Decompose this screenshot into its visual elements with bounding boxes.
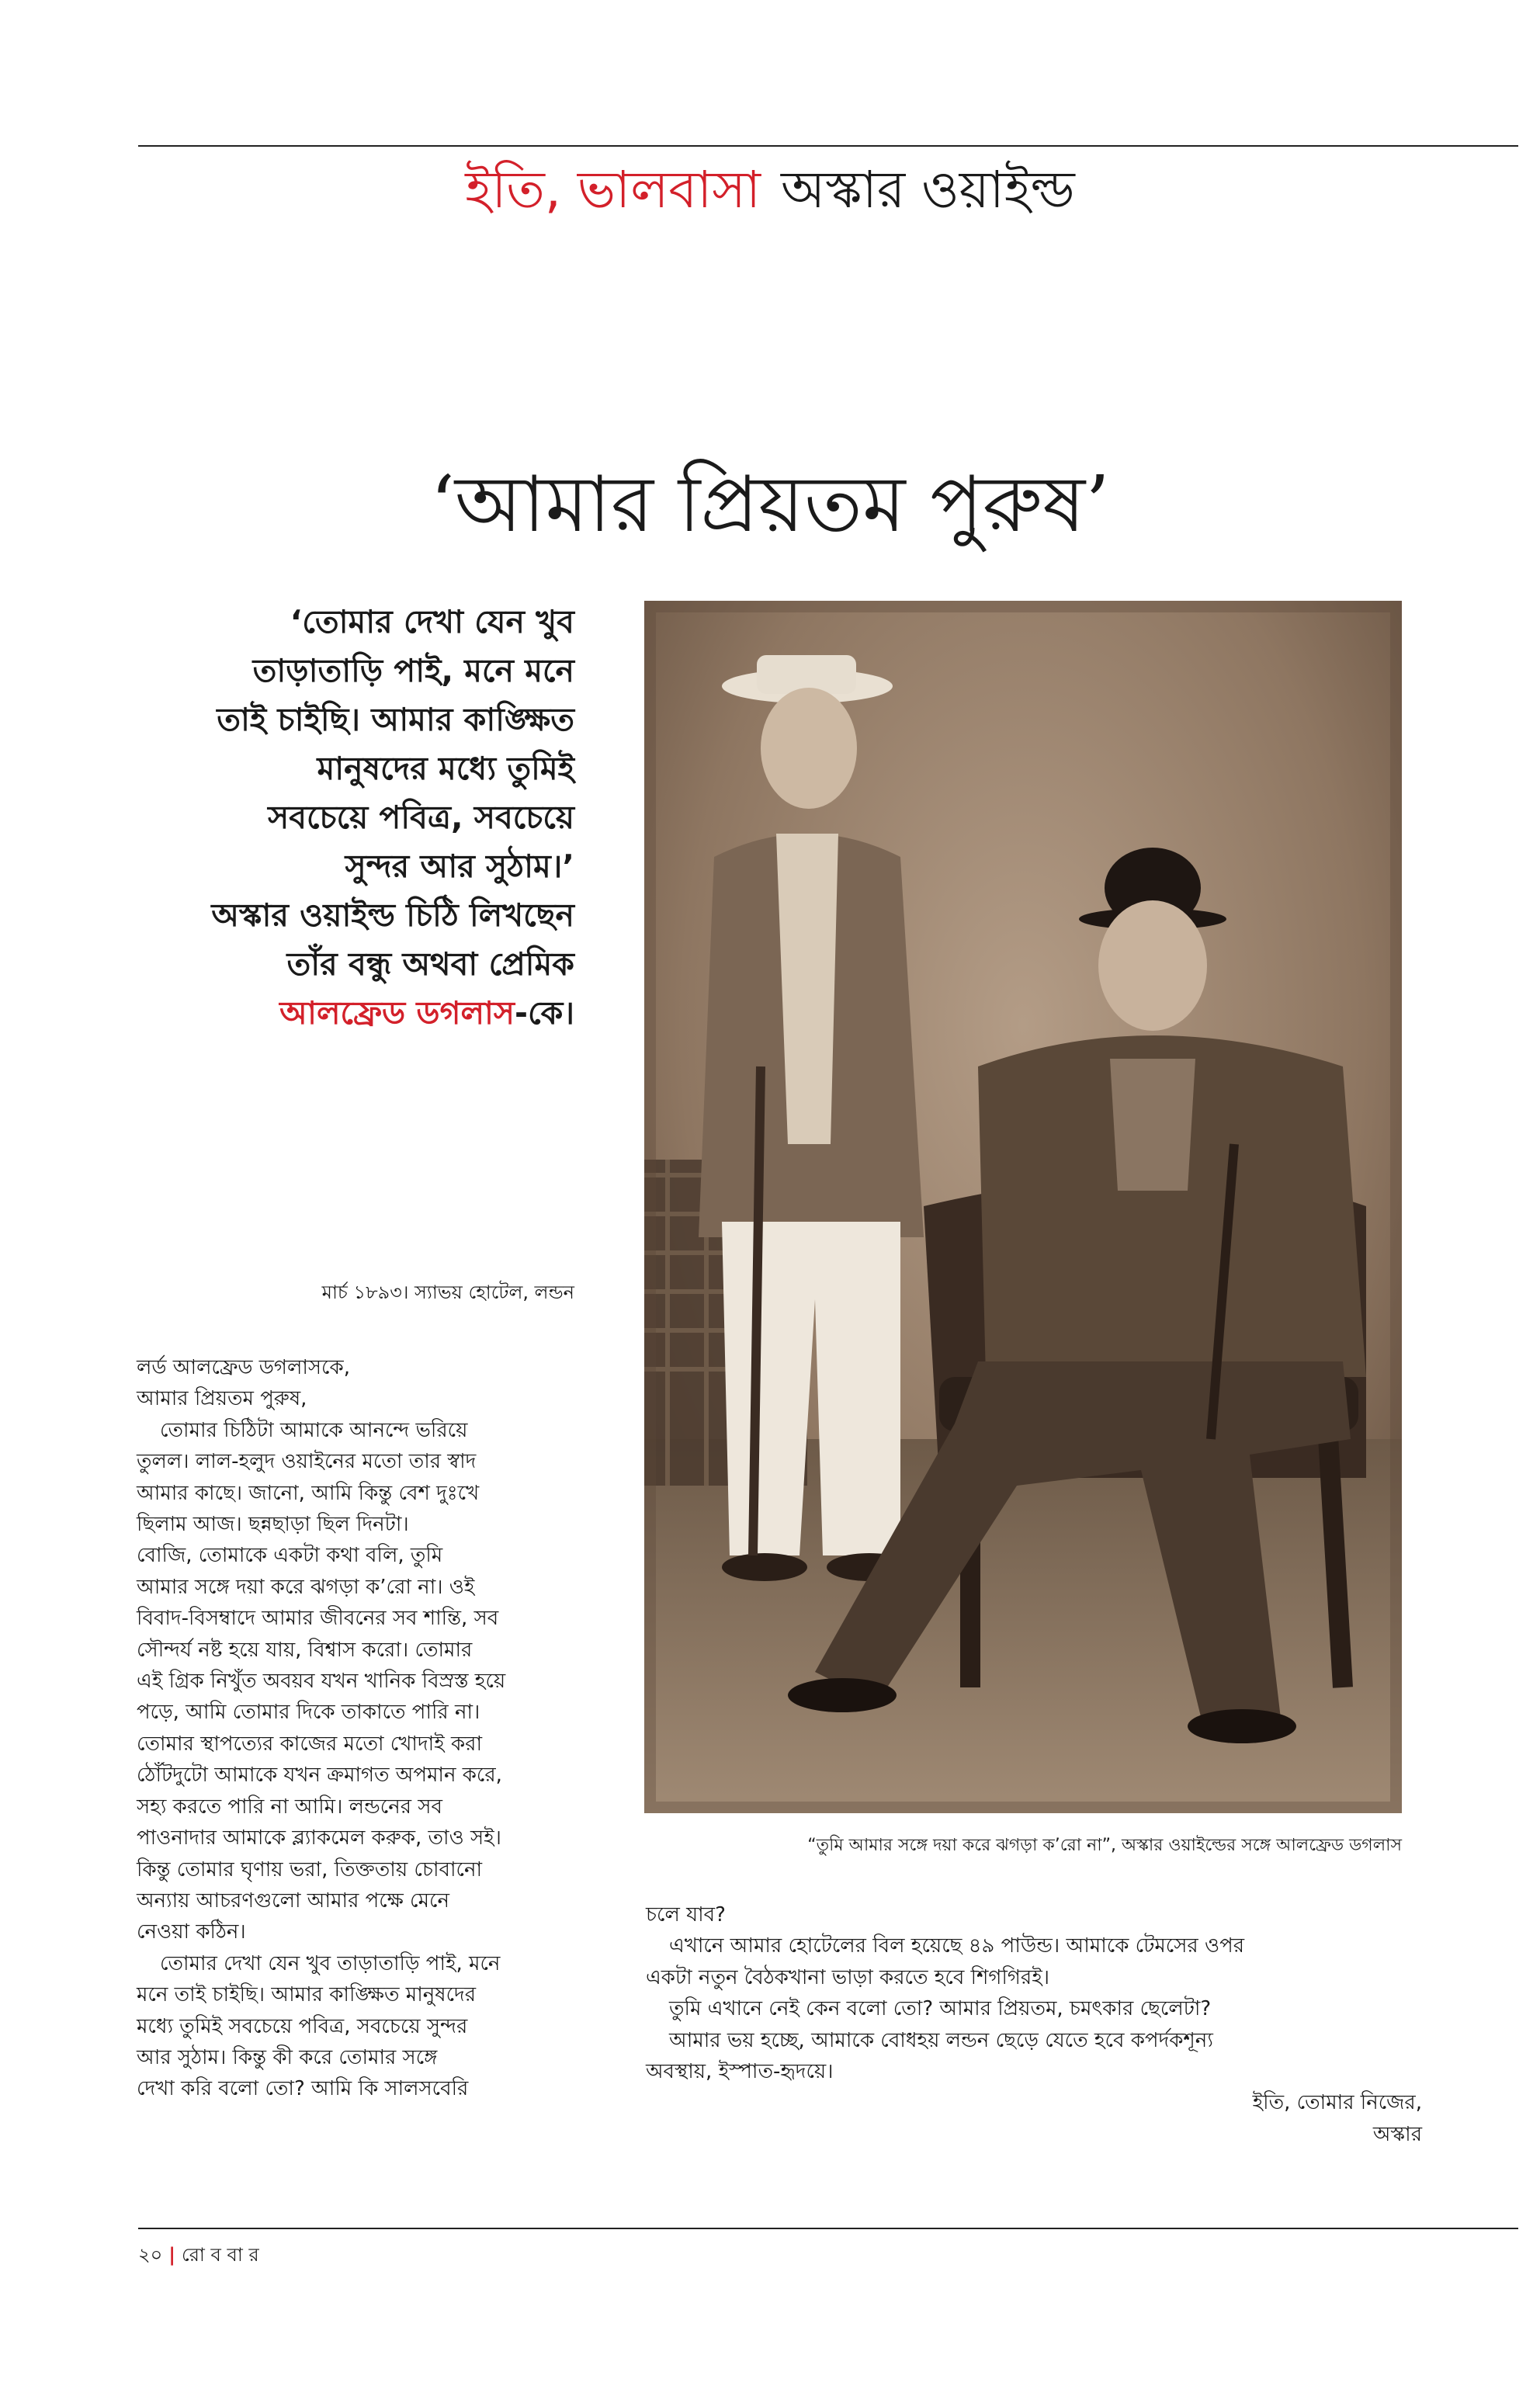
letter-line: আমার ভয় হচ্ছে, আমাকে বোধহয় লন্ডন ছেড়ে যেতে হবে কপর্দকশূন্য xyxy=(669,2028,1213,2052)
letter-signature: অস্কার xyxy=(1372,2122,1422,2146)
photo-caption: “তুমি আমার সঙ্গে দয়া করে ঝগড়া ক’রো না”, অস্কার ওয়াইল্ডের সঙ্গে আলফ্রেড ডগলাস xyxy=(807,1836,1402,1855)
historical-photograph xyxy=(644,601,1402,1813)
letter-line: এখানে আমার হোটেলের বিল হয়েছে ৪৯ পাউন্ড। আমাকে টেমসের ওপর xyxy=(669,1934,1245,1958)
letter-line: অবস্থায়, ইস্পাত-হৃদয়ে। xyxy=(646,2060,834,2084)
footer-divider: | xyxy=(168,2244,175,2266)
pull-quote xyxy=(109,598,574,1038)
series-header xyxy=(0,159,1540,221)
letter-line: সহ্য করতে পারি না আমি। লন্ডনের সব xyxy=(137,1795,442,1819)
magazine-name: রো ব বা র xyxy=(181,2244,259,2266)
letter-line: ছিলাম আজ। ছন্নছাড়া ছিল দিনটা। xyxy=(137,1513,409,1537)
letter-line: দেখা করি বলো তো? আমি কি সালসবেরি xyxy=(137,2077,469,2101)
letter-line: এই গ্রিক নিখুঁত অবয়ব যখন খানিক বিস্রস্ত হয়ে xyxy=(137,1670,506,1694)
letter-signoff: ইতি, তোমার নিজের, xyxy=(1252,2091,1422,2115)
series-label: ইতি, ভালবাসা xyxy=(465,160,761,220)
page-title: ‘আমার প্রিয়তম পুরুষ’ xyxy=(430,459,1110,550)
letter-line: আর সুঠাম। কিন্তু কী করে তোমার সঙ্গে xyxy=(137,2045,438,2069)
letter-line: তোমার দেখা যেন খুব তাড়াতাড়ি পাই, মনে xyxy=(160,1951,501,1975)
letter-line: বোজি, তোমাকে একটা কথা বলি, তুমি xyxy=(137,1544,443,1568)
letter-line: বিবাদ-বিসম্বাদে আমার জীবনের সব শান্তি, সব xyxy=(137,1607,499,1631)
letter-body-left xyxy=(137,1352,579,2105)
letter-body-right xyxy=(646,1899,1422,2150)
letter-line: সৌন্দর্য নষ্ট হয়ে যায়, বিশ্বাস করো। তোমার xyxy=(137,1638,473,1662)
page-number: ২০ xyxy=(138,2244,163,2266)
letter-line: আমার প্রিয়তম পুরুষ, xyxy=(137,1387,307,1411)
pull-quote-line: তাই চাইছি। আমার কাঙ্ক্ষিত xyxy=(217,701,574,738)
pull-quote-name: আলফ্রেড ডগলাস xyxy=(279,994,515,1032)
letter-line: লর্ড আলফ্রেড ডগলাসকে, xyxy=(137,1356,350,1379)
letter-line: নেওয়া কঠিন। xyxy=(137,1920,246,1944)
letter-line: কিন্তু তোমার ঘৃণায় ভরা, তিক্ততায় চোবানো xyxy=(137,1857,483,1881)
pull-quote-line: অস্কার ওয়াইল্ড চিঠি লিখছেন xyxy=(211,897,574,934)
letter-line: আমার সঙ্গে দয়া করে ঝগড়া ক’রো না। ওই xyxy=(137,1575,475,1599)
letter-line: একটা নতুন বৈঠকখানা ভাড়া করতে হবে শিগগিরই। xyxy=(646,1965,1050,1989)
letter-line: অন্যায় আচরণগুলো আমার পক্ষে মেনে xyxy=(137,1888,450,1913)
page-footer xyxy=(138,2242,259,2268)
letter-line: তুলল। লাল-হলুদ ওয়াইনের মতো তার স্বাদ xyxy=(137,1450,477,1474)
letter-line: তোমার স্থাপত্যের কাজের মতো খোদাই করা xyxy=(137,1732,482,1756)
pull-quote-line: সুন্দর আর সুঠাম।’ xyxy=(345,848,574,885)
pull-quote-line: ‘তোমার দেখা যেন খুব xyxy=(290,603,574,640)
bottom-rule xyxy=(138,2228,1518,2229)
pull-quote-line: মানুষদের মধ্যে তুমিই xyxy=(317,750,574,787)
letter-line: মনে তাই চাইছি। আমার কাঙ্ক্ষিত মানুষদের xyxy=(137,1983,477,2007)
pull-quote-suffix: -কে। xyxy=(515,994,574,1032)
pull-quote-line: তাঁর বন্ধু অথবা প্রেমিক xyxy=(286,945,574,983)
pull-quote-line xyxy=(109,989,574,1038)
pull-quote-line: সবচেয়ে পবিত্র, সবচেয়ে xyxy=(268,799,574,836)
letter-line: পাওনাদার আমাকে ব্ল্যাকমেল করুক, তাও সই। xyxy=(137,1826,501,1850)
letter-line: মধ্যে তুমিই সবচেয়ে পবিত্র, সবচেয়ে সুন্দর xyxy=(137,2014,468,2038)
letter-line: তোমার চিঠিটা আমাকে আনন্দে ভরিয়ে xyxy=(160,1418,468,1442)
series-author: অস্কার ওয়াইল্ড xyxy=(781,160,1075,220)
letter-line: চলে যাব? xyxy=(646,1903,726,1927)
letter-line: আমার কাছে। জানো, আমি কিন্তু বেশ দুঃখে xyxy=(137,1481,480,1505)
letter-dateline: মার্চ ১৮৯৩। স্যাভয় হোটেল, লন্ডন xyxy=(321,1281,574,1303)
letter-line: ঠোঁটদুটো আমাকে যখন ক্রমাগত অপমান করে, xyxy=(137,1764,502,1788)
letter-line: তুমি এখানে নেই কেন বলো তো? আমার প্রিয়তম, চমৎকার ছেলেটা? xyxy=(669,1997,1212,2021)
top-rule xyxy=(138,145,1518,147)
letter-line: পড়ে, আমি তোমার দিকে তাকাতে পারি না। xyxy=(137,1701,480,1725)
pull-quote-line: তাড়াতাড়ি পাই, মনে মনে xyxy=(252,652,574,689)
